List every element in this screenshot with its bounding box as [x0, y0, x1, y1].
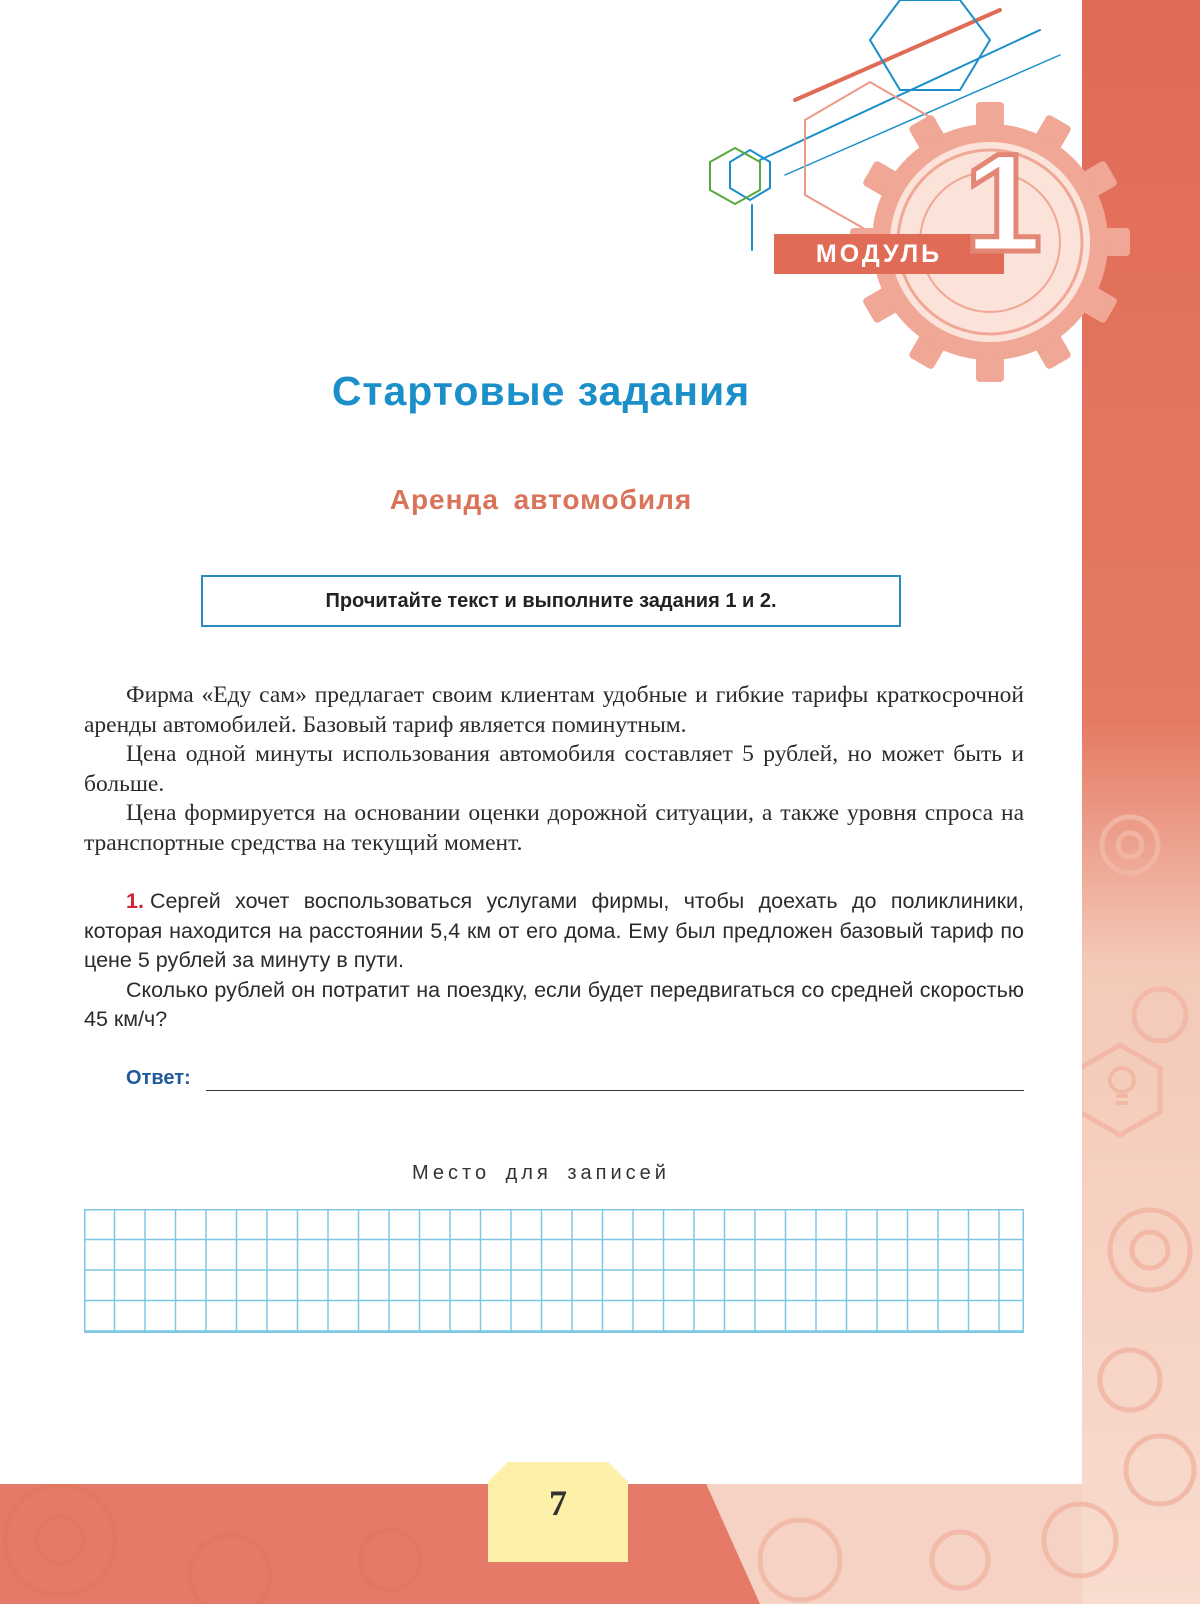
hexagon-icon	[710, 148, 760, 204]
notes-grid[interactable]	[84, 1209, 1024, 1333]
task-number: 1.	[126, 889, 144, 913]
module-label: МОДУЛЬ	[815, 239, 943, 268]
task-question: Сколько рублей он потратит на поездку, если будет передвигаться со средней скоростью 45 км/ч?	[84, 977, 1024, 1031]
task-text-paragraph	[84, 887, 1024, 976]
answer-label: Ответ:	[126, 1067, 191, 1089]
page-subtitle: Аренда автомобиля	[389, 484, 693, 515]
intro-paragraph: Цена одной минуты использования автомобиля составляет 5 рублей, но может быть и больше.	[84, 741, 1024, 797]
intro-paragraph: Фирма «Еду сам» предлагает своим клиентам удобные и гибкие тарифы краткосрочной аренды автомобилей. Базовый тариф является поминутным.	[84, 682, 1024, 738]
instruction-box	[201, 575, 901, 627]
page-title: Стартовые задания	[331, 368, 751, 414]
answer-input-line[interactable]	[206, 1090, 1024, 1091]
grid-border	[85, 1210, 1024, 1333]
intro-paragraph: Цена формируется на основании оценки дорожной ситуации, а также уровня спроса на транспортные средства на текущий момент.	[84, 800, 1024, 856]
hexagon-icon	[870, 0, 990, 90]
intro-text	[84, 681, 1024, 858]
page-number: 7	[549, 1483, 567, 1523]
instruction-text: Прочитайте текст и выполните задания 1 и 2.	[325, 589, 777, 612]
notes-label: Место для записей	[412, 1162, 670, 1184]
module-number: 1	[964, 124, 1042, 281]
task-1	[84, 887, 1024, 1035]
task-text: Сергей хочет воспользоваться услугами фирмы, чтобы доехать до поликлиники, которая находится на расстоянии 5,4 км от его дома. Ему был предложен базовый тариф по цене 5 рублей за минуту в пути.	[84, 889, 1024, 972]
